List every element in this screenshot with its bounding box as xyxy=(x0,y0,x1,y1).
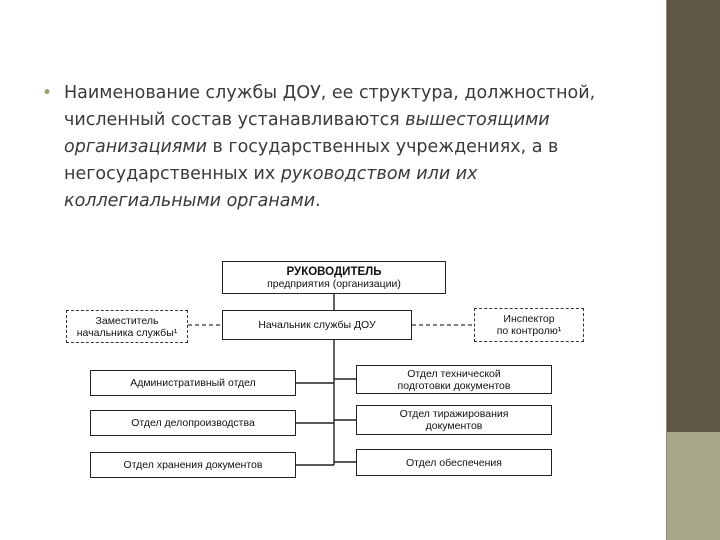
bullet-line xyxy=(64,134,622,161)
chief-label: Начальник службы ДОУ xyxy=(258,319,376,331)
deputy-box xyxy=(66,310,188,343)
sidebar-accent xyxy=(666,432,720,540)
left-department-box xyxy=(90,410,296,436)
org-chart xyxy=(62,253,607,485)
head-subtitle: предприятия (организации) xyxy=(267,277,401,290)
bullet-text-span: в государственных учреждениях, а в xyxy=(206,137,559,157)
head-title: РУКОВОДИТЕЛЬ xyxy=(286,265,382,278)
right-department-box xyxy=(356,365,552,394)
sidebar-divider xyxy=(666,0,667,540)
department-label: документов xyxy=(425,420,483,432)
bullet-text xyxy=(64,80,622,215)
department-label: Отдел хранения документов xyxy=(123,459,263,471)
department-label: Отдел обеспечения xyxy=(406,456,502,469)
left-department-box xyxy=(90,452,296,478)
bullet-text-span: Наименование службы ДОУ, ее структура, должностной, xyxy=(64,83,596,103)
inspector-label: по контролю¹ xyxy=(496,325,562,337)
deputy-label: Заместитель xyxy=(95,314,159,327)
department-label: Отдел технической xyxy=(407,367,501,380)
chief-box xyxy=(222,310,412,340)
bullet-italic-span: руководством или их xyxy=(280,164,478,184)
bullet-line xyxy=(64,188,622,215)
bullet-italic-span: коллегиальными органами xyxy=(64,191,316,211)
bullet-icon: • xyxy=(42,83,53,103)
bullet-line xyxy=(64,80,622,107)
deputy-label: начальника службы¹ xyxy=(76,326,178,339)
bullet-line xyxy=(64,107,622,134)
department-label: Административный отдел xyxy=(130,377,256,389)
bullet-line xyxy=(64,161,622,188)
bullet-paragraph xyxy=(42,80,622,215)
bullet-italic-span: вышестоящими xyxy=(405,110,550,130)
bullet-text-span: численный состав устанавливаются xyxy=(64,110,406,130)
right-department-box xyxy=(356,449,552,476)
bullet-text-span: . xyxy=(315,191,321,211)
department-label: подготовки документов xyxy=(397,379,511,392)
left-department-box xyxy=(90,370,296,396)
department-label: Отдел тиражирования xyxy=(399,408,509,420)
right-department-box xyxy=(356,405,552,435)
bullet-text-span: негосударственных их xyxy=(64,164,281,184)
bullet-italic-span: организациями xyxy=(64,137,207,157)
head-box xyxy=(222,261,446,294)
inspector-label: Инспектор xyxy=(503,313,555,325)
department-label: Отдел делопроизводства xyxy=(131,417,255,429)
inspector-box xyxy=(474,308,584,342)
